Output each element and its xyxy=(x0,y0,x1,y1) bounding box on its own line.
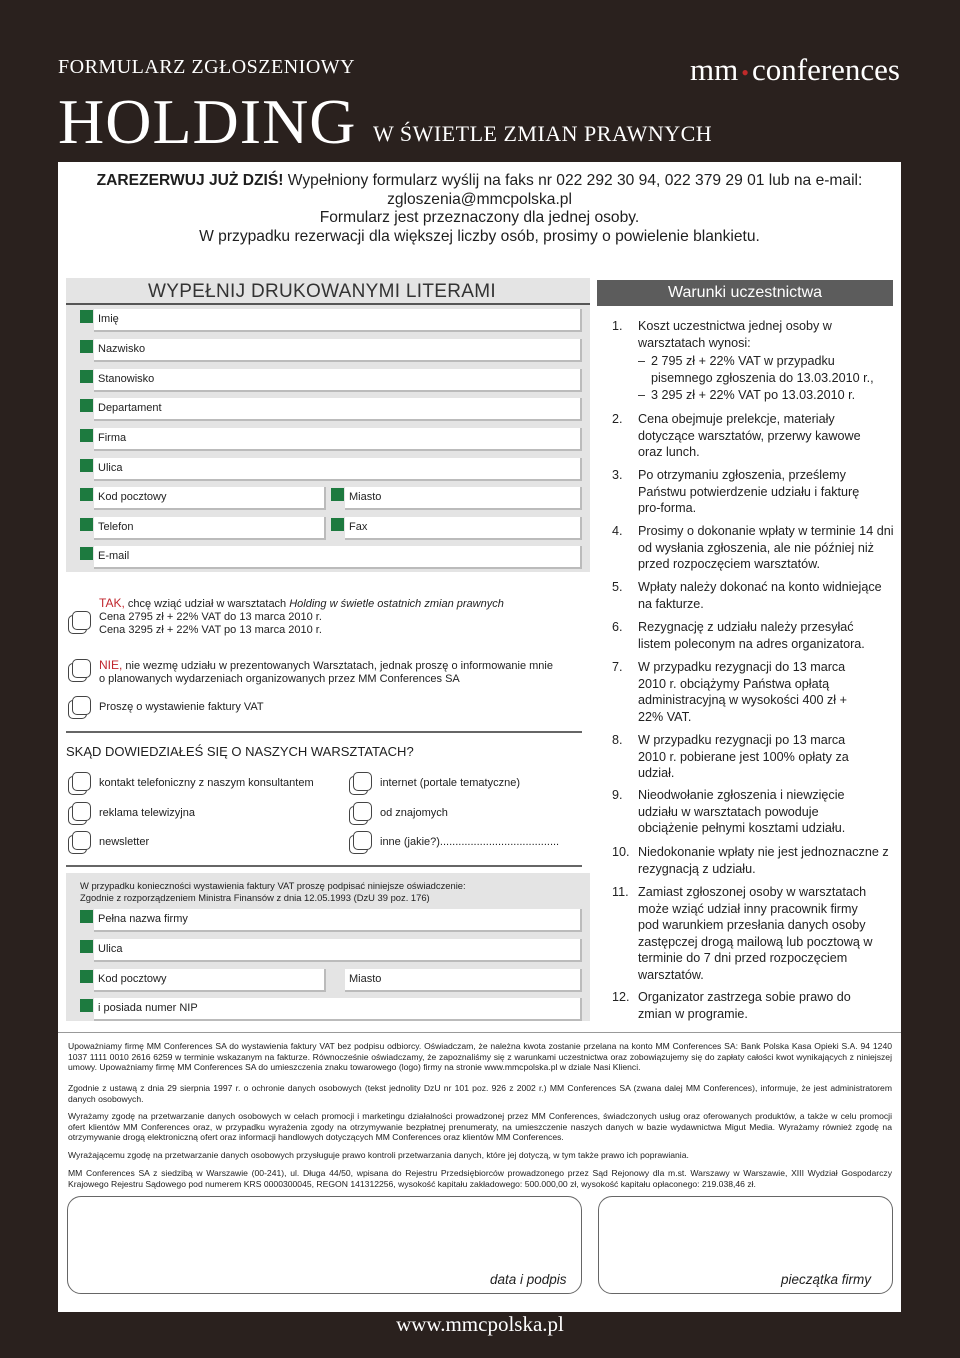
source-newsletter-label: newsletter xyxy=(99,836,150,848)
source-phone-checkbox[interactable] xyxy=(68,772,92,794)
nie-checkbox[interactable] xyxy=(68,659,92,681)
tak-option-text: TAK, chcę wziąć udział w warsztatach Holding w świetle ostatnich zmian prawnych Cena 2795 zł + 22% VAT do 13 marca 2010 r. Cena 3295 zł + 22% VAT po 13 marca 2010 r. xyxy=(99,596,504,636)
intro-text: ZAREZERWUJ JUŻ DZIŚ! Wypełniony formularz wyślij na faks nr 022 292 30 94, 022 379 29 01 lub na e-mail: zgloszenia@mmcpolska.pl Formularz jest przeznaczony dla jednej osoby. W przypadku rezerwacji dla większej liczby osób, prosimy o powielenie blankietu. xyxy=(96,172,863,245)
condition-8: 8. W przypadku rezygnacji po 13 marca 2010 r. pobierane jest 100% opłaty za udział. xyxy=(612,733,849,780)
price-dash-1: – xyxy=(638,354,646,368)
vat-option-text: Proszę o wystawienie faktury VAT xyxy=(99,701,264,713)
condition-7: 7. W przypadku rezygnacji do 13 marca 2010 r. obciążymy Państwa opłatą administracyjną w wysokości 400 zł + 22% VAT. xyxy=(612,660,847,724)
condition-4: 4. Prosimy o dokonanie wpłaty w terminie 14 dni od wysłania zgłoszenia, ale nie później niż przed rozpoczęciem warsztatów. xyxy=(612,524,894,571)
condition-3: 3. Po otrzymaniu zgłoszenia, prześlemy Państwu potwierdzenie udziału i fakturę pro-forma. xyxy=(612,468,860,515)
price-2: 3 295 zł + 22% VAT po 13.03.2010 r. xyxy=(651,388,856,402)
condition-9: 9. Nieodwołanie zgłoszenia i niewzięcie udziału w warsztatach powoduje obciążenie pełnymi kosztami udziału. xyxy=(612,788,846,835)
source-phone-label: kontakt telefoniczny z naszym konsultantem xyxy=(99,777,314,789)
legal-p1: Upoważniamy firmę MM Conferences SA do wystawienia faktury VAT bez podpisu odbiorcy. Oświadczam, że należna kwota zostanie przelana na konto MM Conferences SA: Bank Polska Kasa Opieki S.A. 94 1240 1037 1111 0010 2616 6259 w terminie wskazanym na fakturze. Równocześnie oświadczamy, że zapoznaliśmy się z warunkami uczestnictwa oraz zobowiązujemy się do zapłaty całości kwot wynikających z niniejszej umowy. Upoważniamy firmę MM Conferences SA do umieszczenia znaku towarowego (logo) firmy na stronie www.mmcpolska.pl w dziale Nasi Klienci. xyxy=(68,1041,892,1073)
footer-url[interactable]: www.mmcpolska.pl xyxy=(396,1312,564,1336)
source-tv-checkbox[interactable] xyxy=(68,802,92,824)
source-tv-label: reklama telewizyjna xyxy=(99,807,195,819)
invoice-note: W przypadku konieczności wystawienia faktury VAT proszę podpisać niniejsze oświadczenie: Zgodnie z rozporządzeniem Ministra Finansów z dnia 12.05.1993 (DzU 39 poz. 176) xyxy=(80,880,466,903)
price-dash-2: – xyxy=(638,388,646,402)
print-title: WYPEŁNIJ DRUKOWANYMI LITERAMI xyxy=(148,281,496,302)
condition-10: 10. Niedokonanie wpłaty nie jest jednoznaczne z rezygnacją z udziału. xyxy=(612,845,889,876)
stamp-label: pieczątka firmy xyxy=(781,1272,872,1287)
legal-p4: Wyrażającemu zgodę na przetwarzanie danych osobowych przysługuje prawo kontroli przetwarzania danych, które jej dotyczą, w tym także prawo ich poprawiania. xyxy=(68,1150,689,1160)
conditions-title: Warunki uczestnictwa xyxy=(597,280,893,306)
price-1: 2 795 zł + 22% VAT w przypadku pisemnego zgłoszenia do 13.03.2010 r., xyxy=(651,354,874,385)
legal-p5: MM Conferences SA z siedzibą w Warszawie (00-241), ul. Długa 44/50, wpisana do Rejestru Przedsiębiorców prowadzonego przez Sąd Rejonowy dla m.st. Warszawy w Warszawie, XIII Wydział Gospodarczy Krajowego Rejestru Sądowego pod numerem KRS 0000300045, REGON 141312256, wysokość kapitału zakładowego: 500.000,00 zł, wysokość kapitału opłaconego: 219.038,46 zł. xyxy=(68,1168,892,1189)
nie-option-text: NIE, nie wezmę udziału w prezentowanych Warsztatach, jednak proszę o informowanie mnie o planowanych wydarzeniach organizowanych przez MM Conferences SA xyxy=(99,658,553,685)
tak-checkbox[interactable] xyxy=(68,611,92,633)
condition-11: 11. Zamiast zgłoszonej osoby w warsztatach może wziąć udział inny pracownik firmy pod warunkiem przesłania danych osoby zastępczej drogą mailową lub pocztową w terminie do 7 dni przed rozpoczęciem warsztatów. xyxy=(612,885,873,982)
source-internet-checkbox[interactable] xyxy=(349,772,373,794)
form-label: FORMULARZ ZGŁOSZENIOWY xyxy=(58,56,356,78)
source-internet-label: internet (portale tematyczne) xyxy=(380,777,521,789)
signature-label: data i podpis xyxy=(490,1272,567,1287)
condition-5: 5. Wpłaty należy dokonać na konto widniejące na fakturze. xyxy=(612,580,882,611)
source-friends-label: od znajomych xyxy=(380,807,448,819)
legal-p3: Wyrażamy zgodę na przetwarzanie danych osobowych w celach promocji i marketingu działalności prowadzonej przez MM Conferences, świadczonych usług oraz oferowanych produktów, a także w celu promocji ofert klientów MM Conferences oraz, w przypadku wyrażenia zgody na otrzymywanie bezpłatnej prenumeraty, na umieszczenie naszych danych w bazie wydawnictwa Migut Media. Wyrażamy również zgodę na otrzymywanie drogą elektroniczną ofert oraz informacji handlowych dotyczących MM Conferences oraz klientów MM Conferences. xyxy=(68,1111,892,1143)
legal-p2: Zgodnie z ustawą z dnia 29 sierpnia 1997 r. o ochronie danych osobowych (tekst jednolity DzU nr 101 poz. 926 z 2002 r.) MM Conferences SA (zwana dalej MM Conferences), informuje, że jest administratorem danych osobowych. xyxy=(68,1083,892,1104)
source-friends-checkbox[interactable] xyxy=(349,802,373,824)
condition-12: 12. Organizator zastrzega sobie prawo do zmian w programie. xyxy=(612,990,851,1021)
source-title: SKĄD DOWIEDZIAŁEŚ SIĘ O NASZYCH WARSZTATACH? xyxy=(66,744,414,759)
page-title: HOLDING xyxy=(58,86,357,157)
page-subtitle: W ŚWIETLE ZMIAN PRAWNYCH xyxy=(373,121,713,146)
vat-checkbox[interactable] xyxy=(68,696,92,718)
source-newsletter-checkbox[interactable] xyxy=(68,831,92,853)
condition-6: 6. Rezygnację z udziału należy przesyłać listem poleconym na adres organizatora. xyxy=(612,620,865,651)
source-other-checkbox[interactable] xyxy=(349,831,373,853)
brand-logo: mm •conferences xyxy=(690,52,900,87)
condition-1: 1. Koszt uczestnictwa jednej osoby w warsztatach wynosi: xyxy=(612,319,832,350)
source-other-label: inne (jakie?)....................................... xyxy=(380,836,560,848)
condition-2: 2. Cena obejmuje prelekcje, materiały dotyczące warsztatów, przerwy kawowe oraz lunch. xyxy=(612,412,861,459)
